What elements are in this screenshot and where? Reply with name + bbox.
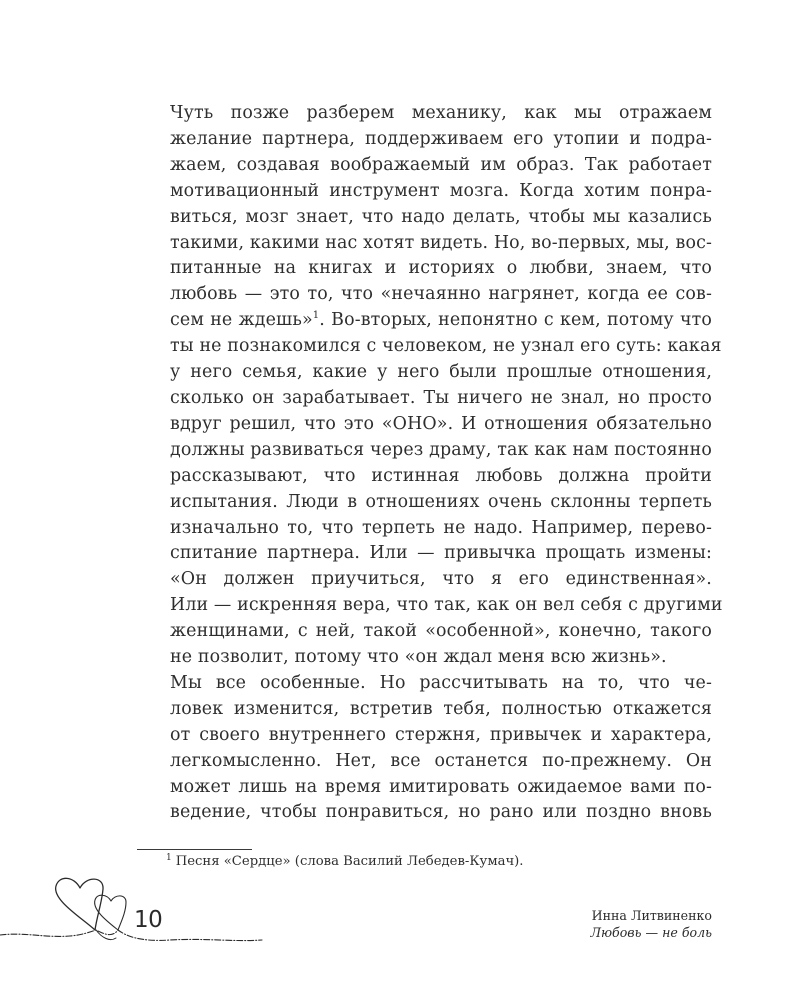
text-line: рассказывают, что истинная любовь должна пройти bbox=[170, 465, 712, 486]
text-line: виться, мозг знает, что надо делать, чтобы мы казались bbox=[170, 206, 712, 227]
footnote bbox=[166, 854, 524, 869]
text-line: может лишь на время имитировать ожидаемое вами по- bbox=[170, 776, 712, 797]
text-fragment: сем не ждешь» bbox=[170, 310, 313, 331]
paragraph-2 bbox=[136, 671, 712, 826]
text-line: питанные на книгах и историях о любви, знаем, что bbox=[170, 258, 712, 279]
text-line: изначально то, что терпеть не надо. Например, перево- bbox=[170, 517, 712, 538]
text-line: Чуть позже разберем механику, как мы отражаем bbox=[170, 103, 712, 123]
footnote-text: Песня «Сердце» (слова Василий Лебедев-Кумач). bbox=[175, 854, 524, 869]
text-line: от своего внутреннего стержня, привычек и характера, bbox=[170, 724, 712, 745]
text-line: жаем, создавая воображаемый им образ. Так работает bbox=[170, 154, 712, 175]
text-line: спитание партнера. Или — привычка прощать измены: bbox=[170, 543, 712, 564]
paragraph-1 bbox=[136, 101, 723, 671]
book-title: Любовь — не боль bbox=[590, 925, 712, 940]
footnote-reference: 1 bbox=[312, 310, 320, 322]
text-line: любовь — это то, что «нечаянно нагрянет, когда ее сов- bbox=[170, 284, 712, 305]
footnote-marker: 1 bbox=[166, 852, 172, 863]
running-footer bbox=[590, 907, 712, 941]
text-line: ловек изменится, встретив тебя, полностью откажется bbox=[170, 698, 712, 719]
text-line: испытания. Люди в отношениях очень склонны терпеть bbox=[170, 491, 712, 512]
body-text bbox=[136, 101, 723, 826]
text-line: у него семья, какие у него были прошлые отношения, bbox=[170, 362, 712, 383]
text-line: женщинами, с ней, такой «особенной», конечно, такого bbox=[170, 621, 712, 642]
page-number: 10 bbox=[134, 907, 163, 933]
text-line: желание партнера, поддерживаем его утопии и подра- bbox=[170, 128, 712, 149]
text-line: ты не познакомился с человеком, не узнал его суть: какая bbox=[170, 336, 722, 357]
text-line: сем не ждешь»$^1$. Во-вторых, непонятно с кем, потому что bbox=[170, 310, 712, 331]
text-line: ведение, чтобы понравиться, но рано или поздно вновь bbox=[170, 802, 712, 823]
text-line: такими, какими нас хотят видеть. Но, во-первых, мы, вос- bbox=[170, 232, 712, 253]
text-line: «Он должен приучиться, что я его единственная». bbox=[170, 569, 712, 590]
text-line: Или — искренняя вера, что так, как он вел себя с другими bbox=[170, 595, 723, 616]
text-line: сколько он зарабатывает. Ты ничего не знал, но просто bbox=[170, 387, 712, 408]
footnote-divider bbox=[137, 849, 252, 850]
text-fragment: Во-вторых, непонятно с кем, потому что bbox=[331, 310, 712, 331]
text-line: вдруг решил, что это «ОНО». И отношения обязательно bbox=[170, 413, 712, 434]
text-line: легкомысленно. Нет, все останется по-прежнему. Он bbox=[170, 750, 712, 771]
text-line: не позволит, потому что «он ждал меня всю жизнь». bbox=[170, 647, 667, 668]
author-name: Инна Литвиненко bbox=[591, 908, 712, 923]
text-line: должны развиваться через драму, так как нам постоянно bbox=[170, 439, 712, 460]
text-line: Мы все особенные. Но рассчитывать на то, что че- bbox=[170, 672, 712, 693]
text-line: мотивационный инструмент мозга. Когда хотим понра- bbox=[170, 180, 712, 201]
